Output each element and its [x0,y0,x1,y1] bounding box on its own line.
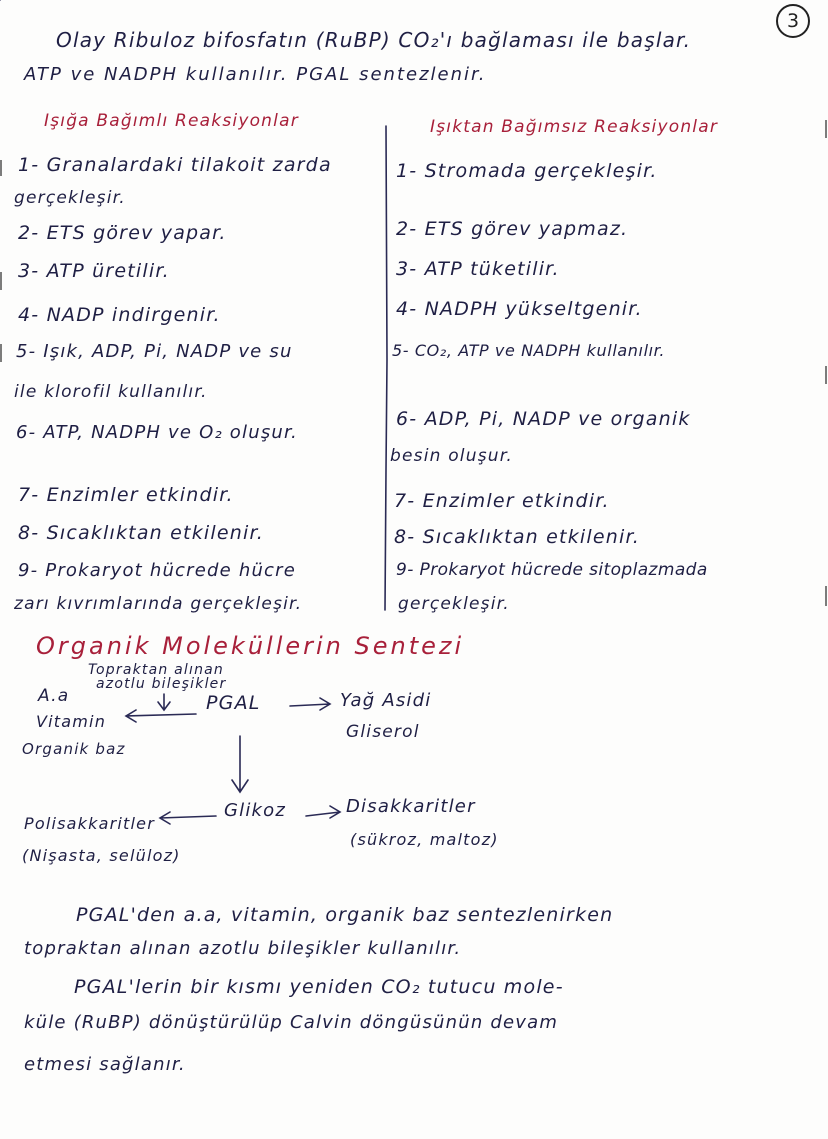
left-line-3: 2- ETS görev yapar. [18,222,227,244]
closing-line-5: etmesi sağlanır. [24,1054,186,1075]
left-line-10: 8- Sıcaklıktan etkilenir. [18,522,264,544]
left-line-2: gerçekleşir. [14,188,126,208]
left-line-9: 7- Enzimler etkindir. [18,484,234,506]
left-column-heading: Işığa Bağımlı Reaksiyonlar [44,111,299,131]
right-line-10: 9- Prokaryot hücrede sitoplazmada [396,560,708,580]
arrow-soil-down [158,694,170,710]
arrow-pgal-to-fatty-acid [290,698,330,710]
right-line-5: 5- CO₂, ATP ve NADPH kullanılır. [392,341,666,360]
left-line-11: 9- Prokaryot hücrede hücre [18,560,297,581]
right-line-11: gerçekleşir. [398,594,510,614]
right-line-4: 4- NADPH yükseltgenir. [396,298,643,320]
right-line-2: 2- ETS görev yapmaz. [396,218,629,240]
disaccharides-label: Disakkaritler [346,796,476,817]
arrow-glucose-to-disaccharides [306,806,340,818]
right-line-7: besin oluşur. [390,446,513,466]
closing-line-3: PGAL'lerin bir kısmı yeniden CO₂ tutucu mole- [74,976,564,998]
right-line-9: 8- Sıcaklıktan etkilenir. [394,526,640,548]
left-line-1: 1- Granalardaki tilakoit zarda [18,154,332,176]
closing-line-4: küle (RuBP) dönüştürülüp Calvin döngüsünün devam [24,1012,559,1033]
fatty-acid-label: Yağ Asidi [340,690,432,711]
diagram-title: Organik Moleküllerin Sentezi [36,632,465,660]
left-line-12: zarı kıvrımlarında gerçekleşir. [14,594,303,614]
left-line-4: 3- ATP üretilir. [18,260,170,282]
intro-line-2: ATP ve NADPH kullanılır. PGAL sentezlenir. [24,64,487,85]
column-divider [385,126,387,610]
disaccharides-examples: (sükroz, maltoz) [350,830,499,849]
arrow-pgal-to-vitamin [126,710,196,722]
left-line-5: 4- NADP indirgenir. [18,304,221,326]
vitamin-label: Vitamin [36,712,107,731]
amino-acid-label: A.a [38,686,70,706]
right-line-8: 7- Enzimler etkindir. [394,490,610,512]
right-line-3: 3- ATP tüketilir. [396,258,560,280]
left-line-8: 6- ATP, NADPH ve O₂ oluşur. [16,422,298,443]
left-line-7: ile klorofil kullanılır. [14,382,208,402]
closing-line-1: PGAL'den a.a, vitamin, organik baz sentezlenirken [76,904,614,926]
arrow-pgal-to-glucose [232,736,248,792]
intro-line-1: Olay Ribuloz bifosfatın (RuBP) CO₂'ı bağlaması ile başlar. [56,28,692,52]
right-line-6: 6- ADP, Pi, NADP ve organik [396,408,691,430]
soil-compounds-line-2: azotlu bileşikler [96,676,227,692]
organic-base-label: Organik baz [22,740,126,758]
soil-compounds-line-1: Topraktan alınan [88,662,224,678]
arrow-glucose-to-polysaccharides [160,812,216,824]
left-line-6: 5- Işık, ADP, Pi, NADP ve su [16,341,293,362]
closing-line-2: topraktan alınan azotlu bileşikler kullanılır. [24,938,462,959]
right-line-1: 1- Stromada gerçekleşir. [396,160,658,182]
glycerol-label: Gliserol [346,722,420,742]
right-column-heading: Işıktan Bağımsız Reaksiyonlar [430,117,719,137]
polysaccharides-label: Polisakkaritler [24,814,155,833]
page-number: 3 [776,4,810,38]
pgal-label: PGAL [206,692,261,714]
polysaccharides-examples: (Nişasta, selüloz) [22,846,181,865]
glucose-label: Glikoz [224,800,287,821]
